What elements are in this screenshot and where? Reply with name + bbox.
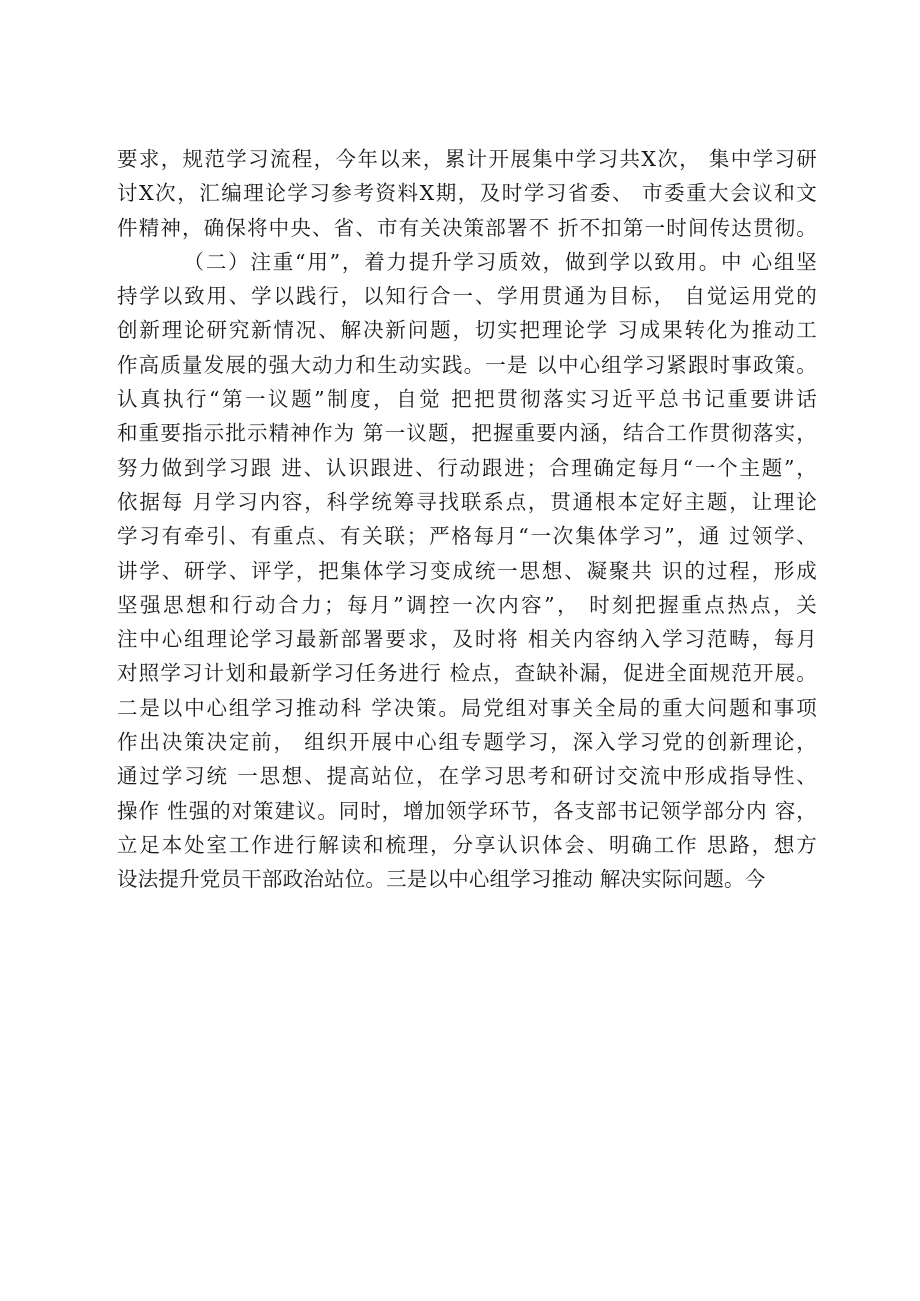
text-line-18: 作出决策决定前， 组织开展中心组专题学习，深入学习党的创新理论， (117, 730, 817, 755)
text-line-2: 讨X次，汇编理论学习参考资料X期，及时学习省委、 市委重大会议和文 (117, 181, 817, 206)
text-line-20: 操作 性强的对策建议。同时，增加领学环节，各支部书记领学部分内 容， (117, 798, 817, 823)
body-text (117, 142, 817, 897)
text-line-22: 设法提升党员干部政治站位。三是以中心组学习推动 解决实际问题。今 (117, 867, 766, 892)
text-line-5: 持学以致用、学以践行，以知行合一、学用贯通为目标， 自觉运用党的 (117, 284, 817, 309)
text-line-8: 认真执行“第一议题”制度，自觉 把把贯彻落实习近平总书记重要讲话 (117, 387, 817, 412)
text-line-4: （二）注重“用”，着力提升学习质效，做到学以致用。中 心组坚 (117, 249, 817, 274)
text-line-7: 作高质量发展的强大动力和生动实践。一是 以中心组学习紧跟时事政策。 (117, 352, 817, 377)
text-line-16: 对照学习计划和最新学习任务进行 检点，查缺补漏，促进全面规范开展。 (117, 661, 817, 686)
text-line-11: 依据每 月学习内容，科学统筹寻找联系点，贯通根本定好主题，让理论 (117, 489, 817, 514)
text-line-1: 要求，规范学习流程，今年以来，累计开展集中学习共X次， 集中学习研 (117, 147, 817, 171)
text-line-17: 二是以中心组学习推动科 学决策。局党组对事关全局的重大问题和事项 (117, 695, 817, 720)
text-line-12: 学习有牵引、有重点、有关联；严格每月“一次集体学习”，通 过领学、 (117, 524, 817, 549)
text-line-19: 通过学习统 一思想、提高站位，在学习思考和研讨交流中形成指导性、 (117, 764, 817, 789)
text-line-9: 和重要指示批示精神作为 第一议题，把握重要内涵，结合工作贯彻落实， (117, 421, 817, 446)
text-line-15: 注中心组理论学习最新部署要求，及时将 相关内容纳入学习范畴，每月 (117, 627, 817, 652)
text-line-3: 件精神，确保将中央、省、市有关决策部署不 折不扣第一时间传达贯彻。 (117, 215, 817, 240)
text-line-14: 坚强思想和行动合力；每月”调控一次内容”， 时刻把握重点热点，关 (117, 592, 817, 617)
text-line-6: 创新理论研究新情况、解决新问题，切实把理论学 习成果转化为推动工 (117, 318, 817, 343)
text-line-10: 努力做到学习跟 进、认识跟进、行动跟进；合理确定每月“一个主题”， (117, 455, 817, 480)
text-line-13: 讲学、研学、评学，把集体学习变成统一思想、凝聚共 识的过程，形成 (117, 558, 817, 583)
text-line-21: 立足本处室工作进行解读和梳理，分享认识体会、明确工作 思路，想方 (117, 832, 817, 857)
